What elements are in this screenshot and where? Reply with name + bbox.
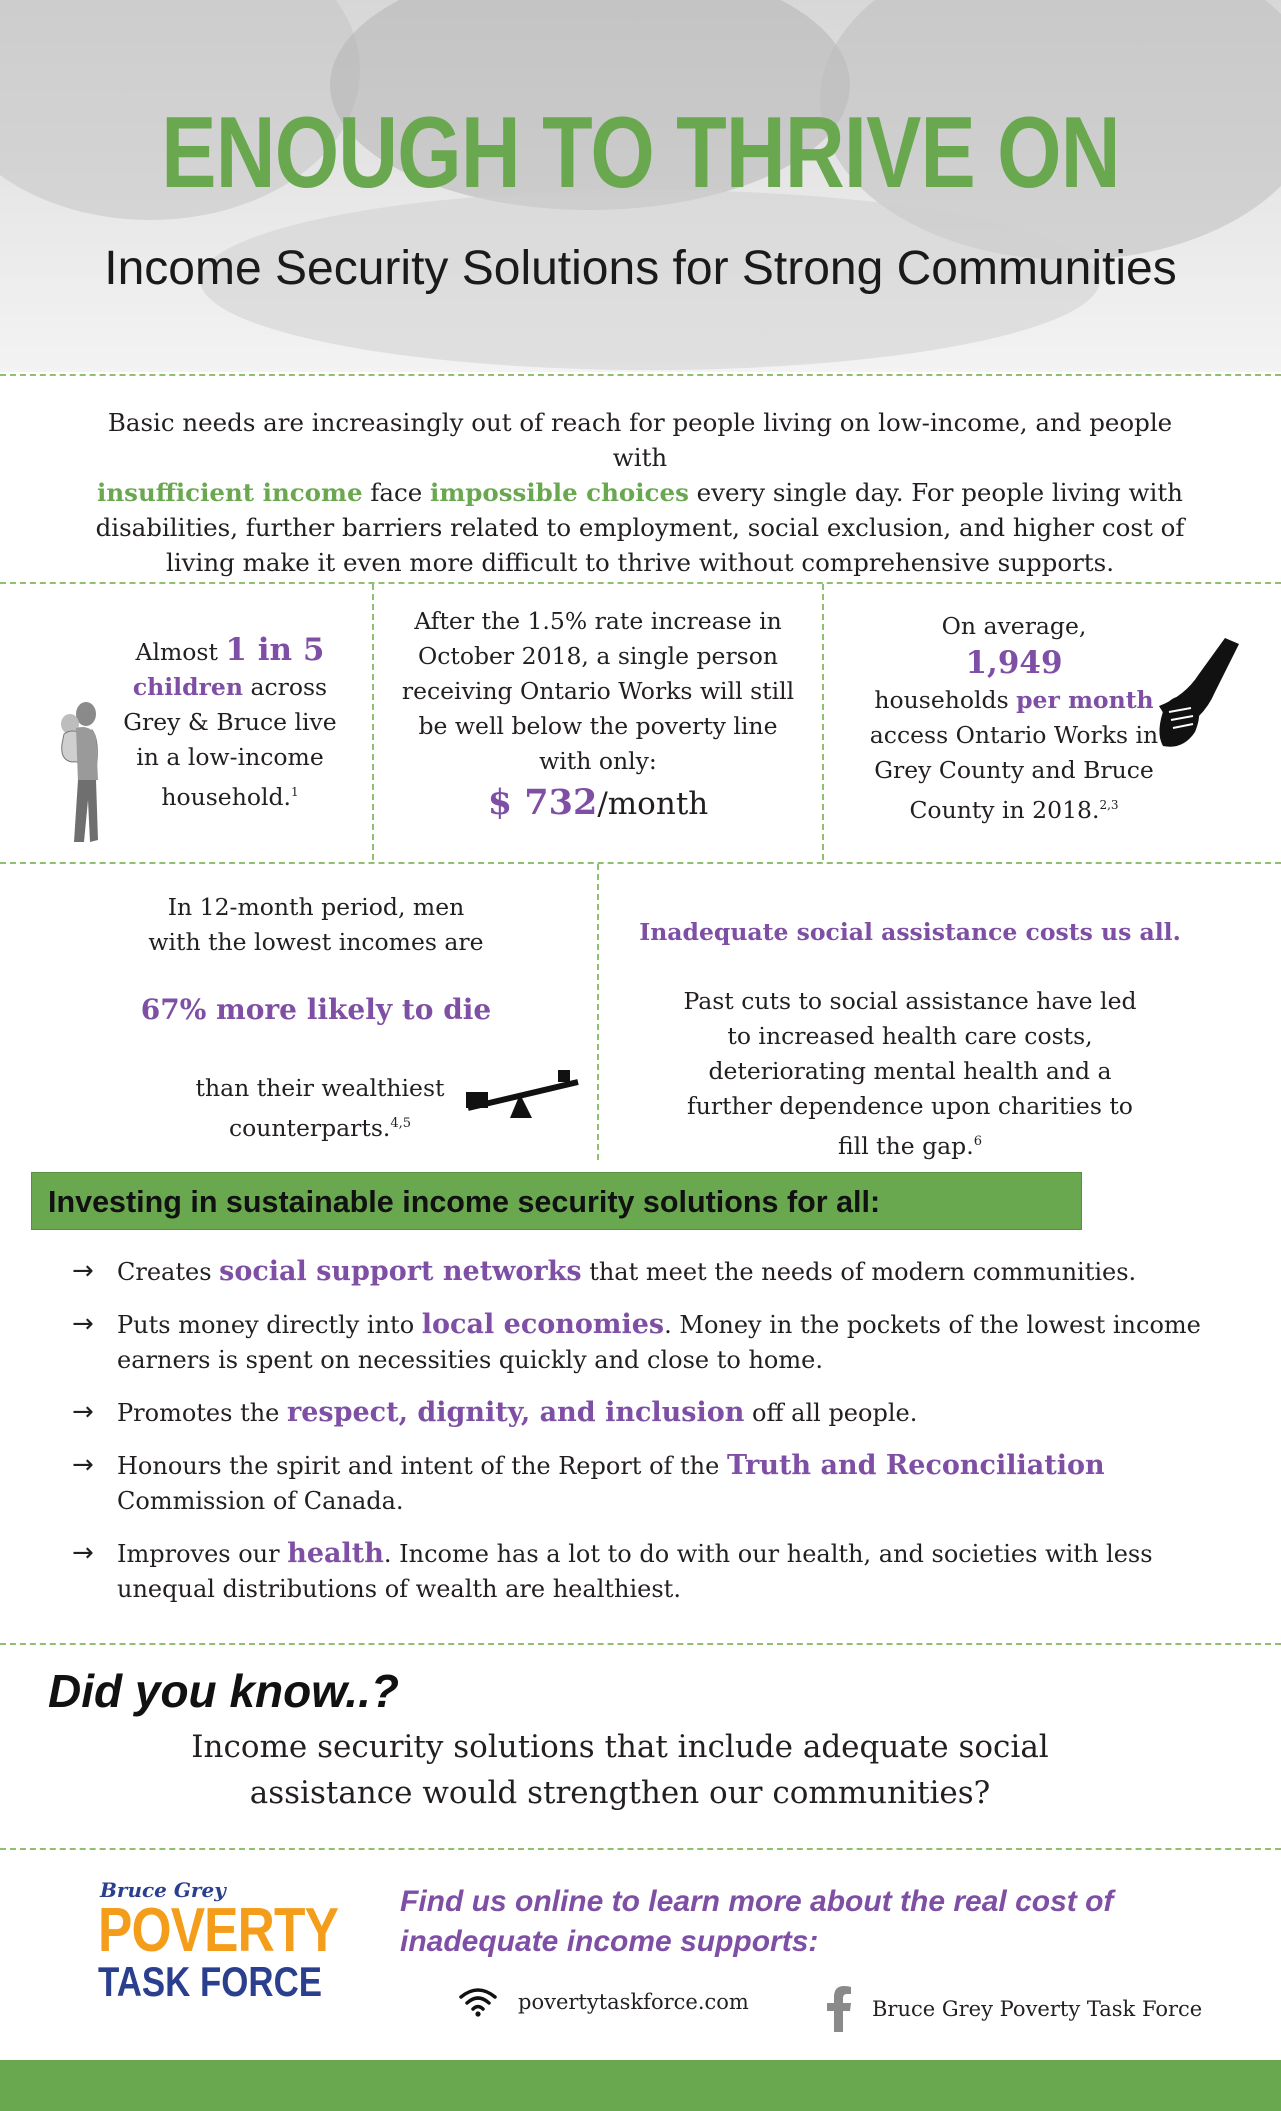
facebook-page-name[interactable]: Bruce Grey Poverty Task Force [872, 1997, 1203, 2021]
column-divider [372, 584, 374, 860]
footnote-ref: 6 [973, 1134, 982, 1149]
intro-text: Basic needs are increasingly out of reach for people living on low-income, and people with [107, 408, 1173, 472]
children-stat-text: Almost [135, 638, 226, 666]
footnote-ref: 1 [291, 785, 299, 799]
arrow-icon: → [72, 1256, 94, 1286]
households-highlight: per month [1016, 686, 1154, 714]
footnote-ref: 4,5 [390, 1116, 412, 1131]
list-item [72, 1536, 1222, 1607]
households-text: households [874, 686, 1017, 714]
mortality-stat-end [185, 1071, 455, 1146]
invest-heading: Investing in sustainable income security solutions for all: [48, 1185, 881, 1219]
did-you-know-text: Income security solutions that include adequate social assistance would strengthen our communities? [191, 1729, 1049, 1811]
list-item [72, 1395, 1222, 1431]
list-item-text: Improves our [117, 1540, 288, 1568]
households-text: access Ontario Works in Grey County and Bruce County in 2018. [869, 721, 1159, 824]
list-item [72, 1307, 1222, 1378]
list-item-text: off all people. [744, 1399, 918, 1427]
logo-region-text: Bruce Grey [100, 1878, 226, 1902]
list-item-text: that meet the needs of modern communities. [581, 1258, 1137, 1286]
logo-taskforce-text: TASK FORCE [98, 1957, 323, 2005]
task-force-logo [98, 1878, 338, 2003]
intro-text: every single day. For people living with disabilities, further barriers related to employment, social exclusion, and higher cost of living make it even more difficult to thrive without comprehensive supports. [95, 478, 1185, 577]
assistance-stat [630, 915, 1190, 1164]
ontario-works-amount: $ 732 [487, 782, 598, 823]
children-stat-label: children [132, 673, 243, 701]
did-you-know-title: Did you know..? [48, 1665, 399, 1717]
assistance-text: Past cuts to social assistance have led to increased health care costs, deteriorating mental health and a further dependence upon charities to fill the gap. [683, 987, 1137, 1160]
list-item [72, 1448, 1222, 1519]
list-item-highlight: respect, dignity, and inclusion [287, 1397, 745, 1428]
parent-child-icon [52, 700, 112, 850]
intro-highlight: impossible choices [430, 478, 689, 507]
list-item-text: . Income has a lot to do with our health, and societies with less unequal distributions of wealth are healthiest. [117, 1540, 1153, 1603]
arrow-icon: → [72, 1309, 94, 1339]
list-item-text: Creates [117, 1258, 220, 1286]
facebook-link[interactable] [826, 1986, 1202, 2032]
seesaw-icon [462, 1062, 582, 1122]
mortality-stat [96, 890, 536, 1027]
mortality-text: than their wealthiest counterparts. [195, 1074, 445, 1142]
page-subtitle: Income Security Solutions for Strong Communities [104, 242, 1177, 295]
arrow-icon: → [72, 1397, 94, 1427]
section-divider [0, 582, 1281, 584]
list-item-text: Honours the spirit and intent of the Report of the [117, 1452, 727, 1480]
footer-bar [0, 2060, 1281, 2111]
ontario-works-stat [400, 604, 796, 824]
column-divider [597, 864, 599, 1160]
section-divider [0, 1643, 1281, 1645]
section-divider [0, 1848, 1281, 1850]
assistance-title: Inadequate social assistance costs us all. [639, 918, 1181, 946]
facebook-icon [826, 1986, 852, 2032]
list-item-text: . Money in the pockets of the lowest income earners is spent on necessities quickly and close to home. [117, 1311, 1201, 1374]
column-divider [822, 584, 824, 860]
households-text: On average, [941, 612, 1087, 640]
website-link[interactable] [458, 1986, 749, 2018]
intro-text: face [362, 478, 431, 507]
intro-highlight: insufficient income [97, 478, 363, 507]
children-stat [110, 633, 350, 815]
list-item-highlight: social support networks [219, 1256, 582, 1287]
find-us-text: Find us online to learn more about the real cost of inadequate income supports: [400, 1885, 1114, 1958]
children-stat-ratio: 1 in 5 [225, 632, 325, 668]
invest-heading-band [31, 1172, 1082, 1230]
children-stat-text: across Grey & Bruce live in a low-income household. [123, 673, 337, 811]
section-divider [0, 862, 1281, 864]
list-item-text: Commission of Canada. [117, 1487, 404, 1515]
list-item-text: Promotes the [117, 1399, 288, 1427]
intro-paragraph [80, 405, 1200, 580]
list-item-highlight: local economies [421, 1309, 665, 1340]
list-item-text: Puts money directly into [117, 1311, 422, 1339]
page-title: ENOUGH TO THRIVE ON [161, 97, 1120, 209]
hero-banner [0, 0, 1281, 372]
arrow-icon: → [72, 1450, 94, 1480]
section-divider [0, 374, 1281, 376]
list-item-highlight: health [287, 1538, 384, 1569]
ontario-works-text: After the 1.5% rate increase in October 2018, a single person receiving Ontario Works will still be well below the poverty line with only: [401, 607, 795, 775]
ontario-works-unit: /month [597, 786, 709, 822]
mortality-highlight: 67% more likely to die [140, 993, 492, 1026]
households-count: 1,949 [965, 645, 1063, 681]
list-item-highlight: Truth and Reconciliation [726, 1450, 1105, 1481]
footnote-ref: 2,3 [1099, 798, 1119, 812]
list-item [72, 1254, 1222, 1290]
mortality-text: In 12-month period, men with the lowest incomes are [148, 893, 484, 956]
website-url[interactable]: povertytaskforce.com [518, 1990, 749, 2014]
logo-poverty-text: POVERTY [98, 1896, 339, 1965]
invest-list [72, 1254, 1222, 1624]
helping-hands-icon [1155, 636, 1241, 756]
wifi-icon [458, 1986, 498, 2018]
arrow-icon: → [72, 1538, 94, 1568]
assistance-text-wrap [630, 984, 1190, 1164]
households-stat [858, 609, 1170, 828]
